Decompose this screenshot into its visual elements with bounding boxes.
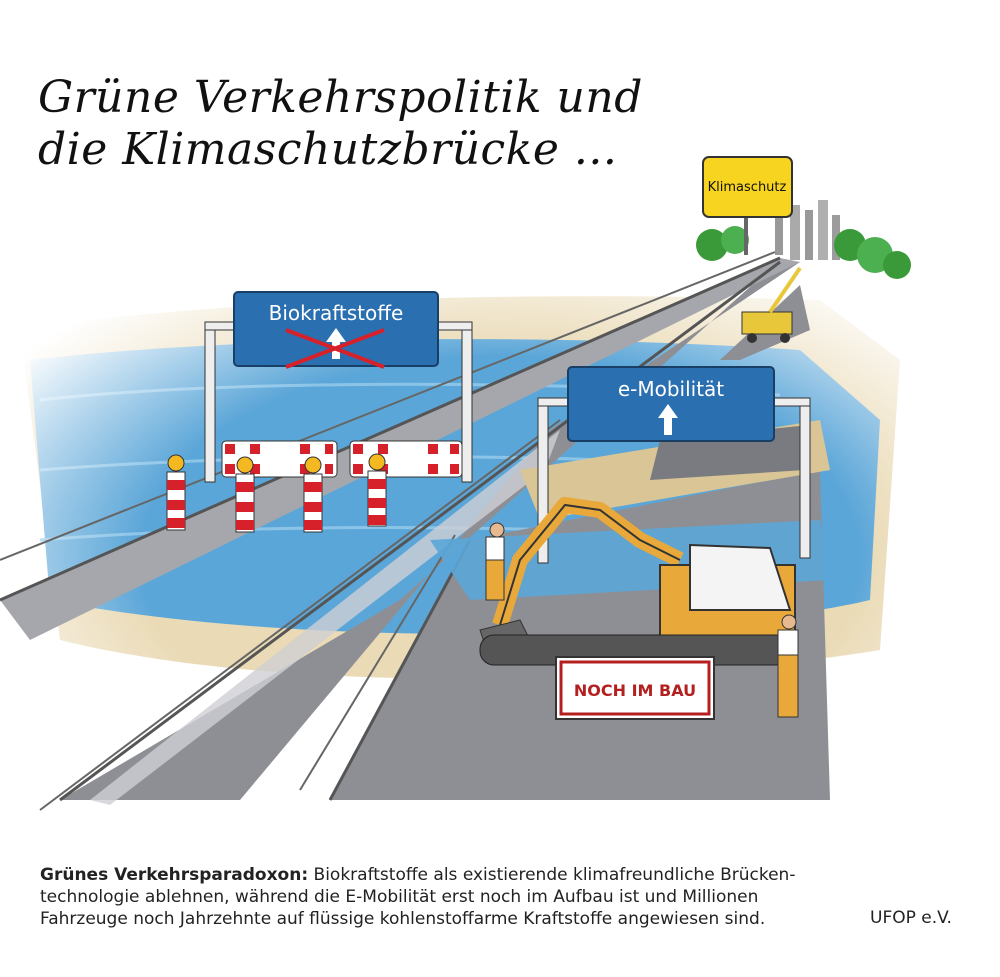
worker-right (778, 615, 798, 717)
noch-im-bau-sign (556, 657, 714, 719)
caption-line-1: Biokraftstoffe als existierende klimafreundliche Brücken- (308, 865, 796, 885)
noch-im-bau-label: NOCH IM BAU (573, 681, 697, 700)
emobilitaet-sign-label: e-Mobilität (617, 377, 725, 401)
page-title (38, 72, 643, 176)
title-line-2: die Klimaschutzbrücke ... (38, 123, 618, 175)
credit: UFOP e.V. (870, 908, 952, 928)
caption-line-3: Fahrzeuge noch Jahrzehnte auf flüssige kohlenstoffarme Kraftstoffe angewiesen sind. (40, 909, 766, 929)
title-line-1: Grüne Verkehrspolitik und (38, 72, 643, 123)
biokraftstoffe-sign-label: Biokraftstoffe (268, 301, 404, 325)
klimaschutz-sign-label: Klimaschutz (707, 180, 787, 195)
caption (40, 864, 840, 930)
caption-line-2: technologie ablehnen, während die E-Mobilität erst noch im Aufbau ist und Millionen (40, 887, 759, 907)
caption-lead: Grünes Verkehrsparadoxon: (40, 865, 309, 885)
